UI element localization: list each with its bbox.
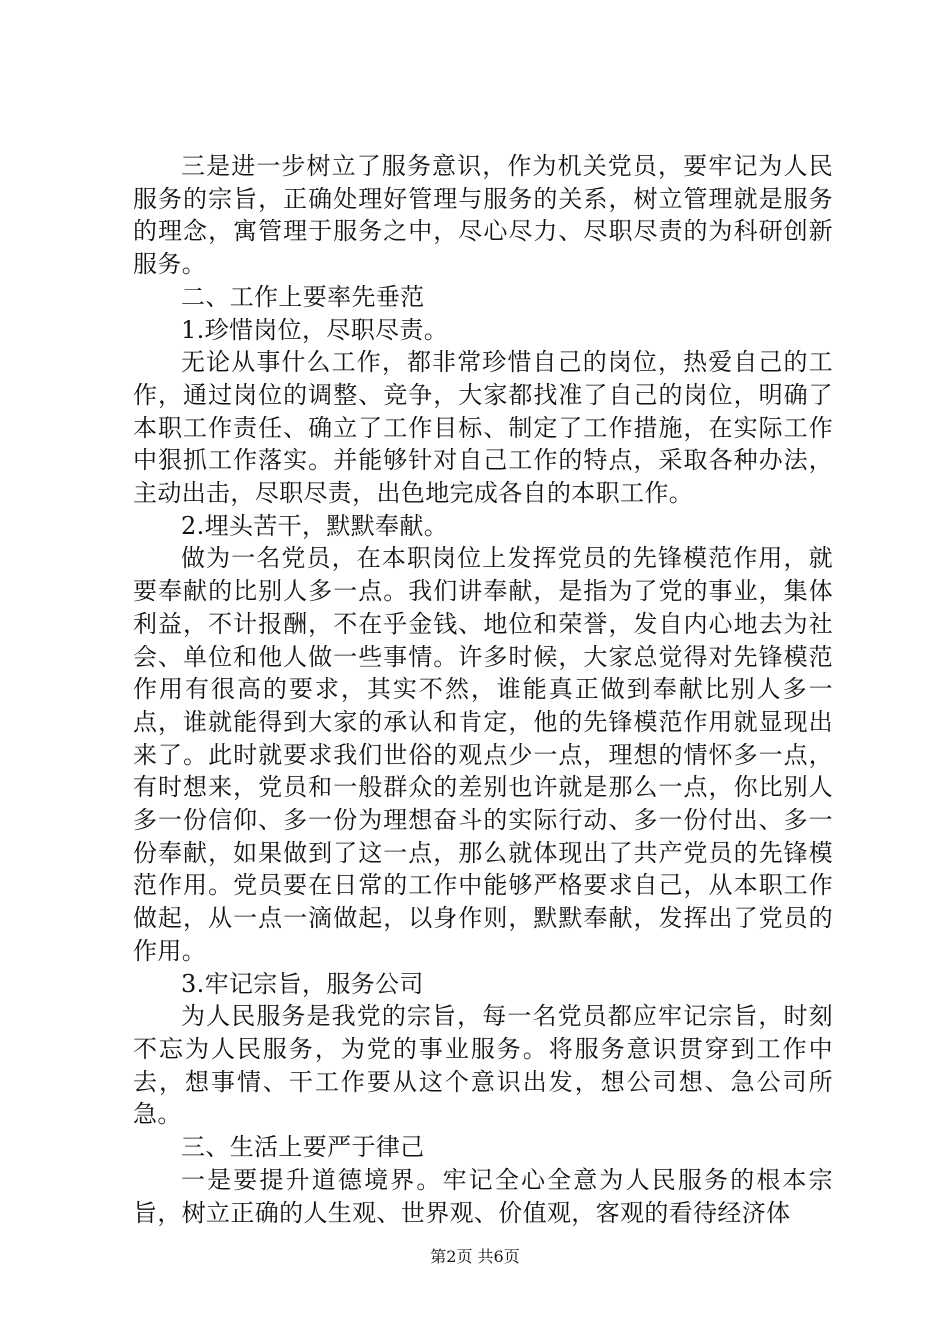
page-number-footer: 第2页 共6页	[430, 1247, 520, 1266]
paragraph-dedication: 做为一名党员，在本职岗位上发挥党员的先锋模范作用，就要奉献的比别人多一点。我们讲奉献，是指为了党的事业，集体利益，不计报酬，不在乎金钱、地位和荣誉，发自内心地去为社会、单位和他人做一些事情。许多时候，大家总觉得对先锋模范作用有很高的要求，其实不然，谁能真正做到奉献比别人多一点，谁就能得到大家的承认和肯定，他的先锋模范作用就显现出来了。此时就要求我们世俗的观点少一点，理想的情怀多一点，有时想来，党员和一般群众的差别也许就是那么一点，你比别人多一份信仰、多一份为理想奋斗的实际行动、多一份付出、多一份奉献，如果做到了这一点，那么就体现出了共产党员的先锋模范作用。党员要在日常的工作中能够严格要求自己，从本职工作做起，从一点一滴做起，以身作则，默默奉献，发挥出了党员的作用。	[133, 544, 833, 965]
subheading-serve-company: 3.牢记宗旨，服务公司	[181, 969, 424, 998]
paragraph-cherish-post: 无论从事什么工作，都非常珍惜自己的岗位，热爱自己的工作，通过岗位的调整、竞争，大家都找准了自己的岗位，明确了本职工作责任、确立了工作目标、制定了工作措施，在实际工作中狠抓工作落实。并能够针对自己工作的特点，采取各种办法，主动出击，尽职尽责，出色地完成各自的本职工作。	[133, 348, 833, 508]
heading-self-discipline: 三、生活上要严于律己	[181, 1133, 425, 1162]
document-body	[133, 150, 833, 1229]
heading-work-exemplary: 二、工作上要率先垂范	[181, 282, 425, 311]
paragraph-serve-people: 为人民服务是我党的宗旨，每一名党员都应牢记宗旨，时刻不忘为人民服务，为党的事业服务。将服务意识贯穿到工作中去，想事情、干工作要从这个意识出发，想公司想、急公司所急。	[133, 1002, 833, 1129]
subheading-cherish-post: 1.珍惜岗位，尽职尽责。	[181, 315, 449, 344]
paragraph-service-awareness: 三是进一步树立了服务意识，作为机关党员，要牢记为人民服务的宗旨，正确处理好管理与服务的关系，树立管理就是服务的理念，寓管理于服务之中，尽心尽力、尽职尽责的为科研创新服务。	[133, 152, 833, 279]
subheading-hard-work: 2.埋头苦干，默默奉献。	[181, 511, 449, 540]
paragraph-moral-realm: 一是要提升道德境界。牢记全心全意为人民服务的根本宗旨，树立正确的人生观、世界观、价值观，客观的看待经济体	[133, 1165, 833, 1227]
